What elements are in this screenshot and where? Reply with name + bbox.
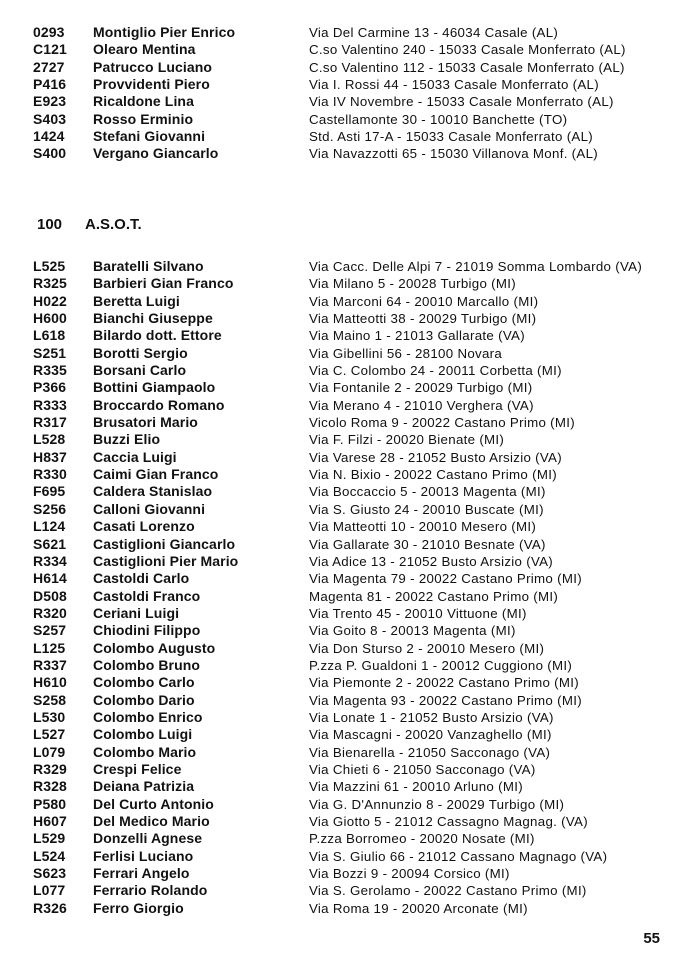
list-item [0,145,700,162]
entry-code: F695 [33,483,66,500]
entry-address: Via Matteotti 10 - 20010 Mesero (MI) [309,519,537,535]
list-item [0,900,700,917]
list-item [0,258,700,275]
entry-address: Via Fontanile 2 - 20029 Turbigo (MI) [309,380,533,396]
list-item [0,744,700,761]
entry-address: Magenta 81 - 20022 Castano Primo (MI) [309,588,559,604]
list-item [0,605,700,622]
list-item [0,59,700,76]
list-item [0,796,700,813]
entry-code: S257 [33,622,67,639]
entry-name: Bottini Giampaolo [93,379,216,396]
entry-name: Chiodini Filippo [93,622,201,639]
page-number: 55 [643,930,660,947]
entry-name: Montiglio Pier Enrico [93,24,236,40]
list-item [0,379,700,396]
entry-address: Via Giotto 5 - 21012 Cassagno Magnag. (VA) [309,814,588,829]
list-item [0,24,700,41]
entry-name: Stefani Giovanni [93,128,206,145]
entry-code: S623 [33,865,67,882]
entry-address: Std. Asti 17-A - 15033 Casale Monferrato (AL) [309,129,594,145]
entry-name: Del Medico Mario [93,813,210,829]
entry-code: L077 [33,882,66,899]
entry-address: Via Varese 28 - 21052 Busto Arsizio (VA) [309,449,562,465]
list-item [0,414,700,431]
list-item [0,830,700,847]
entry-code: H610 [33,674,67,691]
entry-code: R333 [33,396,67,413]
entry-name: Donzelli Agnese [93,830,203,847]
list-item [0,726,700,743]
list-item [0,674,700,691]
entry-name: Patrucco Luciano [93,58,213,75]
entry-name: Brusatori Mario [93,414,198,431]
member-list-top [0,24,700,163]
list-item [0,553,700,570]
list-item [0,275,700,292]
list-item [0,778,700,795]
entry-name: Rosso Erminio [93,110,194,127]
entry-name: Caldera Stanislao [93,483,213,500]
entry-name: Baratelli Silvano [93,258,204,274]
entry-address: Via N. Bixio - 20022 Castano Primo (MI) [309,467,557,483]
entry-code: R329 [33,760,67,777]
entry-name: Vergano Giancarlo [93,145,219,162]
entry-name: Ferrari Angelo [93,865,190,882]
list-item [0,345,700,362]
entry-name: Colombo Luigi [93,726,193,743]
list-item [0,76,700,93]
entry-name: Provvidenti Piero [93,76,210,93]
list-item [0,483,700,500]
entry-code: L527 [33,726,66,743]
entry-address: Via Cacc. Delle Alpi 7 - 21019 Somma Lombardo (VA) [309,259,643,274]
entry-code: H022 [33,292,67,309]
entry-address: Via I. Rossi 44 - 15033 Casale Monferrato (AL) [309,77,599,93]
list-item [0,327,700,344]
entry-address: Via Maino 1 - 21013 Gallarate (VA) [309,328,525,344]
entry-address: Via Marconi 64 - 20010 Marcallo (MI) [309,293,539,309]
list-item [0,362,700,379]
entry-code: H600 [33,310,67,327]
entry-name: Ferrario Rolando [93,882,208,899]
list-item [0,111,700,128]
entry-address: Via Navazzotti 65 - 15030 Villanova Monf. (AL) [309,146,599,162]
section-number: 100 [37,216,63,233]
entry-name: Buzzi Elio [93,431,161,448]
list-item [0,128,700,145]
entry-code: L079 [33,743,66,760]
entry-name: Deiana Patrizia [93,778,195,795]
entry-name: Ceriani Luigi [93,604,180,621]
entry-code: R317 [33,414,67,431]
entry-name: Broccardo Romano [93,396,225,413]
entry-name: Colombo Bruno [93,656,201,673]
entry-code: S621 [33,535,67,552]
entry-name: Caimi Gian Franco [93,466,219,483]
entry-address: Via Goito 8 - 20013 Magenta (MI) [309,623,516,639]
entry-name: Castoldi Franco [93,587,201,604]
entry-address: Via G. D'Annunzio 8 - 20029 Turbigo (MI) [309,796,565,812]
list-item [0,640,700,657]
entry-code: L124 [33,518,66,535]
entry-name: Colombo Carlo [93,674,195,691]
entry-name: Colombo Enrico [93,708,203,725]
entry-name: Ferlisi Luciano [93,847,194,864]
entry-code: R335 [33,362,67,379]
entry-code: P580 [33,795,67,812]
entry-name: Casati Lorenzo [93,518,195,535]
list-item [0,588,700,605]
list-item [0,761,700,778]
entry-address: P.zza Borromeo - 20020 Nosate (MI) [309,831,535,847]
list-item [0,570,700,587]
section-title: A.S.O.T. [85,216,142,233]
entry-code: P366 [33,379,67,396]
entry-name: Beretta Luigi [93,292,180,309]
entry-code: R325 [33,275,67,292]
list-item [0,397,700,414]
entry-address: Via Gallarate 30 - 21010 Besnate (VA) [309,536,546,552]
entry-name: Castoldi Carlo [93,570,190,587]
list-item [0,41,700,58]
entry-address: Via Trento 45 - 20010 Vittuone (MI) [309,605,527,621]
entry-address: Via Magenta 93 - 20022 Castano Primo (MI) [309,692,582,708]
list-item [0,692,700,709]
entry-address: C.so Valentino 112 - 15033 Casale Monferrato (AL) [309,59,625,75]
entry-name: Olearo Mentina [93,41,196,58]
entry-code: R334 [33,552,67,569]
list-item [0,813,700,830]
list-item [0,518,700,535]
entry-code: H607 [33,813,67,829]
list-item [0,536,700,553]
entry-code: L528 [33,431,66,448]
entry-address: Via Piemonte 2 - 20022 Castano Primo (MI) [309,675,579,691]
entry-address: Via Magenta 79 - 20022 Castano Primo (MI) [309,571,582,587]
entry-name: Colombo Augusto [93,639,216,656]
member-list-asot [0,258,700,917]
entry-address: Via Milano 5 - 20028 Turbigo (MI) [309,276,516,292]
entry-address: Via Bozzi 9 - 20094 Corsico (MI) [309,866,510,882]
entry-code: P416 [33,76,67,93]
entry-name: Castiglioni Giancarlo [93,535,236,552]
entry-code: L525 [33,258,66,274]
entry-code: 2727 [33,58,65,75]
entry-name: Bianchi Giuseppe [93,310,213,327]
entry-name: Ricaldone Lina [93,93,194,110]
entry-address: Via S. Gerolamo - 20022 Castano Primo (MI) [309,883,587,899]
entry-address: Via F. Filzi - 20020 Bienate (MI) [309,432,505,448]
list-item [0,310,700,327]
entry-code: R328 [33,778,67,795]
entry-address: Via S. Giulio 66 - 21012 Cassano Magnago (VA) [309,848,608,864]
entry-address: Via Mazzini 61 - 20010 Arluno (MI) [309,779,523,795]
entry-name: Ferro Giorgio [93,899,184,916]
list-item [0,449,700,466]
entry-address: Via Boccaccio 5 - 20013 Magenta (MI) [309,484,546,500]
entry-address: Via Matteotti 38 - 20029 Turbigo (MI) [309,311,537,327]
entry-address: Vicolo Roma 9 - 20022 Castano Primo (MI) [309,415,575,431]
entry-address: Via C. Colombo 24 - 20011 Corbetta (MI) [309,363,562,379]
entry-code: S400 [33,145,67,162]
list-item [0,848,700,865]
list-item [0,466,700,483]
entry-name: Crespi Felice [93,760,182,777]
entry-address: Via Gibellini 56 - 28100 Novara [309,345,503,361]
list-item [0,93,700,110]
entry-code: 1424 [33,128,65,145]
entry-code: H614 [33,570,67,587]
entry-name: Bilardo dott. Ettore [93,327,222,344]
entry-name: Borsani Carlo [93,362,187,379]
list-item [0,865,700,882]
entry-address: Via Roma 19 - 20020 Arconate (MI) [309,900,528,916]
entry-code: L618 [33,327,66,344]
entry-name: Del Curto Antonio [93,795,214,812]
entry-code: L529 [33,830,66,847]
list-item [0,709,700,726]
entry-code: H837 [33,448,67,465]
entry-address: Via Merano 4 - 21010 Verghera (VA) [309,397,534,413]
entry-code: S251 [33,344,67,361]
entry-code: 0293 [33,24,65,40]
entry-code: L524 [33,847,66,864]
entry-address: Via Bienarella - 21050 Sacconago (VA) [309,744,551,760]
list-item [0,622,700,639]
list-item [0,882,700,899]
entry-code: E923 [33,93,67,110]
entry-code: C121 [33,41,67,58]
entry-name: Colombo Mario [93,743,197,760]
entry-code: R337 [33,656,67,673]
entry-address: Castellamonte 30 - 10010 Banchette (TO) [309,111,568,127]
entry-name: Borotti Sergio [93,344,188,361]
entry-address: Via Mascagni - 20020 Vanzaghello (MI) [309,727,552,743]
entry-code: L125 [33,639,66,656]
list-item [0,293,700,310]
entry-name: Colombo Dario [93,691,195,708]
entry-address: Via S. Giusto 24 - 20010 Buscate (MI) [309,501,544,517]
list-item [0,501,700,518]
entry-name: Barbieri Gian Franco [93,275,234,292]
entry-address: Via Del Carmine 13 - 46034 Casale (AL) [309,25,559,40]
entry-address: C.so Valentino 240 - 15033 Casale Monferrato (AL) [309,42,626,58]
list-item [0,431,700,448]
entry-name: Calloni Giovanni [93,500,206,517]
entry-address: Via IV Novembre - 15033 Casale Monferrato (AL) [309,94,614,110]
entry-name: Castiglioni Pier Mario [93,552,239,569]
entry-code: S256 [33,500,67,517]
entry-code: R330 [33,466,67,483]
entry-name: Caccia Luigi [93,448,177,465]
entry-code: L530 [33,708,66,725]
entry-code: S403 [33,110,67,127]
entry-code: R326 [33,899,67,916]
list-item [0,657,700,674]
entry-address: Via Lonate 1 - 21052 Busto Arsizio (VA) [309,709,554,725]
section-heading [37,216,142,233]
entry-address: Via Adice 13 - 21052 Busto Arsizio (VA) [309,553,554,569]
entry-address: P.zza P. Gualdoni 1 - 20012 Cuggiono (MI) [309,657,573,673]
entry-code: R320 [33,604,67,621]
entry-address: Via Don Sturso 2 - 20010 Mesero (MI) [309,640,545,656]
entry-code: S258 [33,691,67,708]
entry-address: Via Chieti 6 - 21050 Sacconago (VA) [309,761,536,777]
entry-code: D508 [33,587,67,604]
